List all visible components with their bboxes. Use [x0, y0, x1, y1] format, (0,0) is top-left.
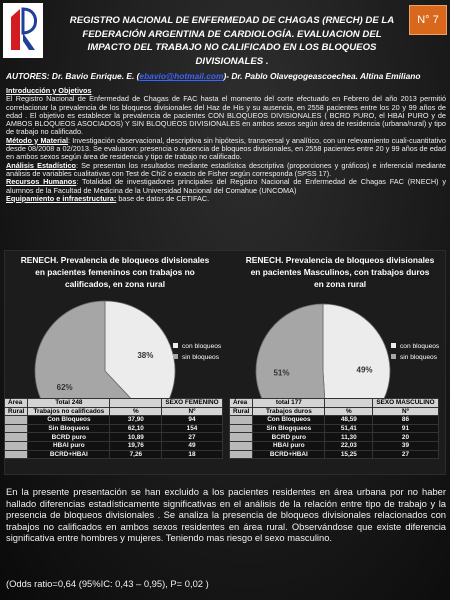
table-cell: 48,59	[325, 416, 373, 425]
section-text: base de datos de CETIFAC.	[116, 193, 210, 203]
table-cell: Nº	[162, 407, 222, 416]
authors-line	[6, 71, 446, 81]
methods-section	[6, 87, 446, 203]
table-cell: 11,30	[325, 433, 373, 442]
table-row	[230, 416, 439, 425]
table-cell: SEXO MASCULINO	[373, 399, 438, 408]
table-cell: 10,89	[110, 433, 162, 442]
legend-label: con bloqueos	[400, 343, 440, 350]
table-cell: Área	[230, 399, 253, 408]
legend-swatch	[391, 343, 396, 348]
table-row	[5, 416, 223, 425]
pie-data-label: 49%	[356, 365, 373, 375]
table-row	[5, 441, 223, 450]
authors-prefix: AUTORES: Dr. Bavio Enrique. E. (	[6, 71, 140, 81]
table-row	[5, 433, 223, 442]
authors-suffix: )- Dr. Pablo Olavegogeascoechea. Altina Emiliano	[223, 71, 421, 81]
chart-title-line: en zona rural	[313, 279, 367, 289]
table-cell: Nº	[373, 407, 438, 416]
table-header-row	[230, 399, 439, 408]
table-cell: 37,90	[110, 416, 162, 425]
table-cell: 154	[162, 424, 222, 433]
table-cell: Total 248	[28, 399, 110, 408]
table-cell: Con Bloqueos	[253, 416, 325, 425]
legend-swatch	[173, 354, 178, 359]
table-row	[230, 424, 439, 433]
section-equipment	[6, 195, 446, 203]
table-cell: %	[110, 407, 162, 416]
table-header-row	[5, 407, 223, 416]
table-cell: SEXO FEMENINO	[162, 399, 222, 408]
table-cell: 27	[162, 433, 222, 442]
author-email-link[interactable]: ebavio@hotmail.com	[139, 71, 224, 81]
table-cell: HBAI puro	[253, 441, 325, 450]
table-cell	[230, 441, 253, 450]
table-cell	[230, 433, 253, 442]
table-cell: 51,41	[325, 424, 373, 433]
table-cell	[5, 424, 28, 433]
table-row	[230, 433, 439, 442]
section-heading: Introducción y Objetivos	[6, 86, 92, 95]
table-cell	[230, 416, 253, 425]
section-statistics	[6, 162, 446, 179]
table-cell: 15,25	[325, 450, 373, 459]
poster-title: REGISTRO NACIONAL DE ENFERMEDAD DE CHAGAS (RNECH) DE LA FEDERACIÓN ARGENTINA DE CARDIOLOGÍA. EVALUACION DEL IMPACTO DEL TRABAJO NO CALIFICADO EN LOS BLOQUEOS DIVISIONALES .	[69, 15, 395, 67]
legend-label: sin bloqueos	[182, 354, 220, 361]
table-row	[5, 450, 223, 459]
table-cell: BCRD+HBAI	[253, 450, 325, 459]
table-cell: Trabajos duros	[253, 407, 325, 416]
table-header-row	[5, 399, 223, 408]
section-heading: Análisis Estadístico	[6, 160, 77, 170]
table-cell	[230, 424, 253, 433]
pie-data-label: 51%	[273, 368, 290, 378]
table-cell: 18	[162, 450, 222, 459]
table-cell: 86	[373, 416, 438, 425]
table-cell: 62,10	[110, 424, 162, 433]
table-cell: %	[325, 407, 373, 416]
section-text: : Totalidad de investigadores principales del Registro Nacional de Enfermedad de Chagas FAC (RNECH) y alumnos de la Facultad de Medicina de la Universidad Nacional del Comahue (UNCOMA)	[6, 177, 446, 195]
table-cell: BCRD puro	[28, 433, 110, 442]
table-cell: 91	[373, 424, 438, 433]
table-cell: 20	[373, 433, 438, 442]
table-cell: HBAI puro	[28, 441, 110, 450]
female-table	[4, 398, 223, 459]
table-row	[230, 450, 439, 459]
summary-paragraph: En la presente presentación se han excluido a los pacientes residentes en área urbana por no haber hallado diferencias estadísticamente significativas en el análisis de la relación entre tipo de trabajo y la presencia de bloqueos divisionales . Se analiza la presencia de bloqueos divisionales relacionados con trabajos no calificados en ambos sexos residentes en área rural. Observándose que existe diferencia significativa entre hombres y mujeres. Teniendo mas riesgo el sexo masculino.	[6, 486, 446, 544]
chart-title-line: RENECH. Prevalencia de bloqueos divisionales	[20, 255, 210, 265]
table-cell: 27	[373, 450, 438, 459]
table-cell: 49	[162, 441, 222, 450]
table-cell: Con Bloqueos	[28, 416, 110, 425]
table-cell: Sin Bloqueos	[28, 424, 110, 433]
table-cell: Rural	[230, 407, 253, 416]
section-intro-text	[6, 95, 446, 136]
table-cell	[110, 399, 162, 408]
table-cell: Rural	[5, 407, 28, 416]
table-cell: Área	[5, 399, 28, 408]
section-text: : Investigación observacional, descriptiva sin hipótesis, transversal y analítico, con un relevamiento cuali-cuantitativo desde 08/2008 a 02/2013. Se evaluaron: presencia o ausencia de bloqueos divisionales, en 2558 pacientes entre 20 y 99 años de edad en ambos sexos según área de residencia y tipo de trabajo no calificado.	[6, 135, 446, 162]
table-row	[5, 424, 223, 433]
chart-title-line: en pacientes femeninos con trabajos no	[35, 267, 195, 277]
table-cell: total 177	[253, 399, 325, 408]
table-cell: Trabajos no calificados	[28, 407, 110, 416]
chart-title-line: RENECH. Prevalencia de bloqueos divisionales	[245, 255, 435, 265]
legend-swatch	[391, 354, 396, 359]
table-cell	[5, 416, 28, 425]
section-heading: Recursos Humanos	[6, 177, 77, 187]
table-header-row	[230, 407, 439, 416]
table-cell: 19,76	[110, 441, 162, 450]
odds-ratio-text: (Odds ratio=0,64 (95%IC: 0,43 – 0,95), P= 0,02 )	[6, 578, 209, 589]
male-table	[229, 398, 439, 459]
table-cell: BCRD+HBAI	[28, 450, 110, 459]
section-heading: Equipamiento e infraestructura:	[6, 193, 117, 203]
legend-label: sin bloqueos	[400, 354, 438, 361]
poster-number-badge: N° 7	[409, 5, 447, 35]
table-cell	[325, 399, 373, 408]
pie-data-label: 62%	[56, 382, 73, 392]
section-heading: Método y Material	[6, 135, 69, 145]
table-cell	[5, 433, 28, 442]
table-cell	[5, 450, 28, 459]
chart-title-line: en pacientes Masculinos, con trabajos duros	[250, 267, 430, 277]
table-cell: 22,03	[325, 441, 373, 450]
fac-logo	[3, 3, 43, 58]
table-cell	[230, 450, 253, 459]
legend-swatch	[173, 343, 178, 348]
table-cell	[5, 441, 28, 450]
section-method	[6, 137, 446, 162]
section-text: El Registro Nacional de Enfermedad de Chagas de FAC hasta el momento del corte efectuado en Febrero del año 2013 permitió correlacionar la prevalencia de los bloqueos divisionales del Haz de His y su ausencia, en 2558 pacientes entre los 20 y 99 años de edad . El objetivo es establecer la prevalencia de pacientes CON BLOQUEOS DIVISIONALES ( BCRD PURO, el HBAI PURO y de AMBOS BLOQUEOS ASOCIADOS) Y SIN BLOQUEOS DIVISIONALES en ambos sexos según área de residencia (urbana/rural) y tipo de trabajo no calificado.	[6, 94, 446, 137]
legend-label: con bloqueos	[182, 343, 222, 350]
section-text: : Se presentan los resultados mediante estadística descriptiva (proporciones y gráficos) e inferencial mediante análisis de variables cualitativas con Test de Chi2 o exacto de Fisher según corresponda (SPSS 17).	[6, 160, 446, 178]
table-cell: 39	[373, 441, 438, 450]
table-cell: 7,26	[110, 450, 162, 459]
table-cell: BCRD puro	[253, 433, 325, 442]
section-resources	[6, 178, 446, 195]
table-row	[230, 441, 439, 450]
chart-title-line: calificados, en zona rural	[64, 279, 166, 289]
table-cell: 94	[162, 416, 222, 425]
pie-data-label: 38%	[137, 351, 154, 361]
table-cell: Sin Blogqueos	[253, 424, 325, 433]
